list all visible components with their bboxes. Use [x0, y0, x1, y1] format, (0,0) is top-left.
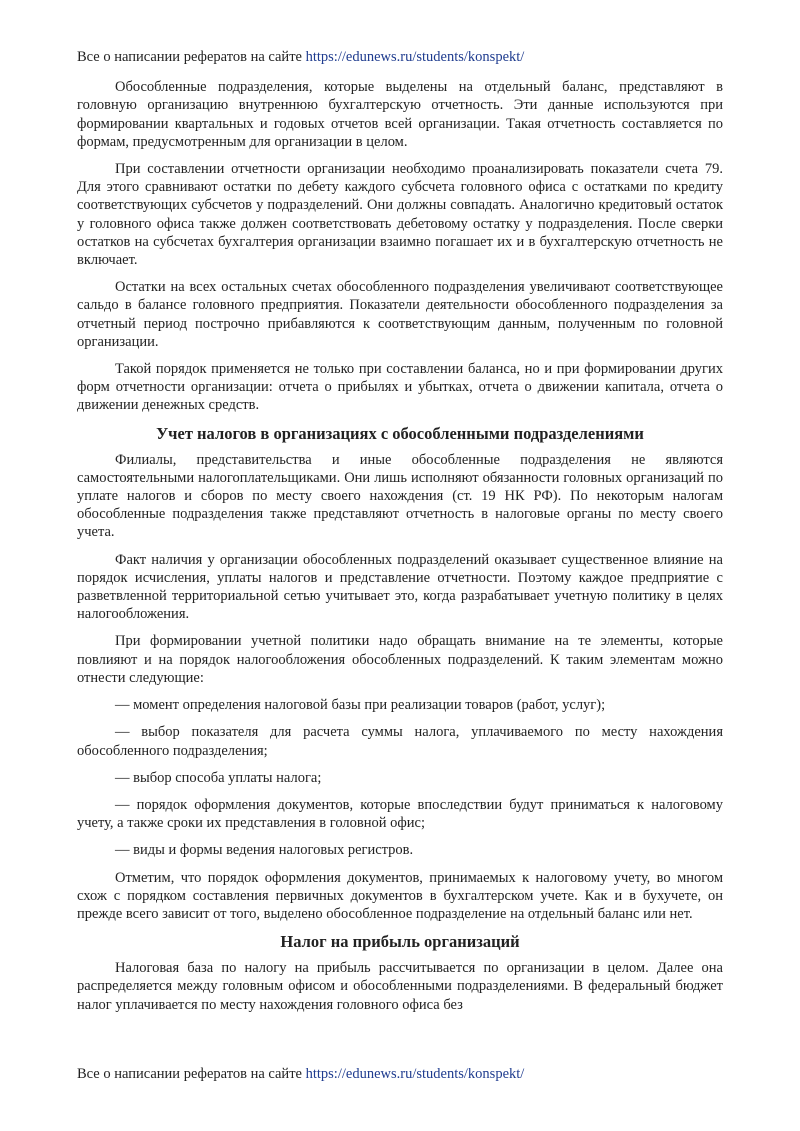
footer-text: Все о написании рефератов на сайте: [77, 1066, 306, 1082]
paragraph: Остатки на всех остальных счетах обособленного подразделения увеличивают соответствующее сальдо в балансе головного предприятия. Показатели деятельности обособленного подразделения за отчетный период построчно прибавляются к соответствующим данным, полученным по головной организации.: [77, 279, 723, 350]
document-page: [77, 48, 723, 1023]
paragraph: При формировании учетной политики надо обращать внимание на те элементы, которые повлияют и на порядок налогообложения обособленных подразделений. К таким элементам можно отнести следующие:: [77, 633, 723, 686]
header-link[interactable]: https://edunews.ru/students/konspekt/: [305, 49, 525, 65]
paragraph: При составлении отчетности организации необходимо проанализировать показатели счета 79. Для этого сравнивают остатки по дебету каждого субсчета головного офиса с остатками по кредиту соответствующих субсчетов у подразделений. Они должны совпадать. Аналогично кредитовый остаток у головного офиса также должен соответствовать дебетовому остатку у подразделения. После сверки остатков на субсчетах бухгалтерия организации взаимно погашает их и в бухгалтерскую отчетность не включает.: [77, 161, 723, 269]
section-heading-profit-tax: Налог на прибыль организаций: [280, 932, 520, 952]
header-text: Все о написании рефератов на сайте: [77, 49, 306, 65]
list-item: — порядок оформления документов, которые впоследствии будут приниматься к налоговому учету, а также сроки их представления в головной офис;: [77, 796, 723, 832]
paragraph: Обособленные подразделения, которые выделены на отдельный баланс, представляют в головную организацию внутреннюю бухгалтерскую отчетность. Эти данные используются при формировании квартальных и годовых отчетов всей организации. Такая отчетность составляется по формам, предусмотренным для организации в целом.: [77, 79, 723, 150]
list-item: — момент определения налоговой базы при реализации товаров (работ, услуг);: [115, 697, 606, 714]
paragraph: Филиалы, представительства и иные обособленные подразделения не являются самостоятельными налогоплательщиками. Они лишь исполняют обязанности головных организаций по уплате налогов и сборов по месту своего нахождения (ст. 19 НК РФ). По некоторым налогам обособленные подразделения также представляют отчетность в налоговые органы по месту своего учета.: [77, 451, 723, 541]
paragraph: Факт наличия у организации обособленных подразделений оказывает существенное влияние на порядок исчисления, уплаты налогов и представление отчетности. Поэтому каждое предприятие с разветвленной территориальной сетью учитывает это, когда разрабатывает учетную политику в целях налогообложения.: [77, 551, 723, 623]
list-item: — выбор показателя для расчета суммы налога, уплачиваемого по месту нахождения обособленного подразделения;: [77, 724, 723, 759]
paragraph: Отметим, что порядок оформления документов, принимаемых к налоговому учету, во многом схож с порядком составления первичных документов в бухгалтерском учете. Как и в бухучете, он прежде всего зависит от того, выделено обособленное подразделение на отдельный баланс или нет.: [77, 869, 723, 922]
page-footer: [77, 1066, 524, 1083]
footer-link[interactable]: https://edunews.ru/students/konspekt/: [305, 1066, 525, 1082]
section-heading-taxes: Учет налогов в организациях с обособленными подразделениями: [156, 423, 644, 443]
paragraph: Налоговая база по налогу на прибыль рассчитывается по организации в целом. Далее она распределяется между головным офисом и обособленными подразделениями. В федеральный бюджет налог уплачивается по месту нахождения головного офиса без: [77, 960, 723, 1013]
page-header: [77, 48, 723, 66]
list-item: — виды и формы ведения налоговых регистров.: [115, 842, 414, 859]
paragraph: Такой порядок применяется не только при составлении баланса, но и при формировании других форм отчетности организации: отчета о прибылях и убытках, отчета о движении капитала, отчета о движении денежных средств.: [77, 361, 723, 414]
list-item: — выбор способа уплаты налога;: [115, 769, 322, 786]
